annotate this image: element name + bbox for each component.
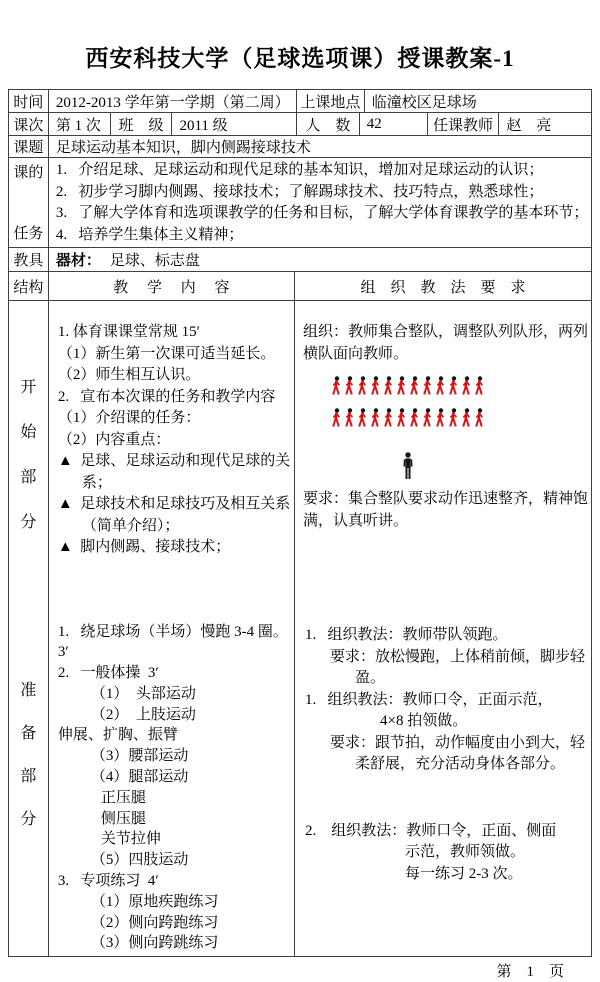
time-label: 时间: [9, 90, 49, 112]
content-header: 教 学 内 容: [49, 272, 295, 300]
method-line: 2. 组织教法：教师口令，正面、侧面: [305, 822, 557, 839]
student-figure-icon: [434, 408, 446, 428]
student-figure-icon: [460, 408, 472, 428]
tasks-label-top: 课的: [13, 165, 44, 181]
content-line: （2） 上肢运动: [90, 706, 196, 723]
info-row-time: [9, 90, 591, 113]
tasks-list: [49, 158, 591, 247]
formation-row-1: [330, 376, 586, 396]
content-line: （1）介绍课的任务：: [57, 410, 201, 426]
student-figure-icon: [369, 408, 381, 428]
stage-preparation-label: [9, 669, 48, 841]
page-title: 西安科技大学（足球选项课）授课教案-1: [85, 46, 515, 71]
requirement-text-line: 要求：集合整队要求动作迅速整齐，精神饱: [303, 491, 589, 507]
class-label: 班 级: [111, 113, 173, 135]
stage-label-column: [9, 301, 49, 956]
time-value: 2012-2013 学年第一学期（第二周）: [49, 90, 297, 112]
structure-header: 结构: [9, 272, 49, 300]
content-line: 侧压腿: [100, 810, 146, 827]
student-figure-icon: [330, 376, 342, 396]
method-line: 要求：放松慢跑，上体稍前倾，脚步轻: [330, 648, 586, 665]
task-item: 3. 了解大学体育和选项课教学的任务和目标，了解大学体育课教学的基本环节；: [55, 205, 589, 221]
student-figure-icon: [473, 376, 485, 396]
info-row-topic: [9, 136, 591, 158]
class-value: 2011 级: [172, 113, 297, 135]
teacher-label: 任课教师: [428, 113, 500, 135]
stage-opening-label: [9, 365, 48, 545]
teacher-position: [400, 452, 586, 480]
content-line: 1. 绕足球场（半场）慢跑 3-4 圈。: [57, 623, 288, 640]
content-line: 3′: [57, 644, 69, 661]
student-figure-icon: [369, 376, 381, 396]
equipment-row: [9, 248, 591, 272]
student-figure-icon: [330, 408, 342, 428]
content-line: ▲ 足球、足球运动和现代足球的关: [57, 453, 291, 469]
student-count-label: 人 数: [297, 113, 360, 135]
column-header-row: [9, 272, 591, 301]
location-value: 临潼校区足球场: [371, 94, 477, 111]
method-line: 要求：跟节拍，动作幅度由小到大，轻: [330, 734, 586, 751]
stage-label-char: 部: [20, 768, 37, 785]
content-line: ▲ 足球技术和足球技巧及相互关系: [57, 496, 291, 512]
tasks-label: [9, 158, 49, 247]
stage-label-char: 分: [20, 514, 37, 531]
stage-label-char: 准: [20, 682, 37, 699]
org-text-line: 横队面向教师。: [303, 345, 409, 362]
equipment-label: 教具: [9, 248, 49, 271]
student-figure-icon: [421, 376, 433, 396]
content-line: （1）原地疾跑练习: [90, 893, 219, 910]
requirement-text: [303, 489, 589, 532]
method-line: 柔舒展，充分活动身体各部分。: [355, 756, 566, 772]
lesson-number-value: 第 1 次: [49, 113, 111, 135]
opening-method-block: [303, 322, 589, 532]
content-line: ▲ 脚内侧踢、接球技术；: [57, 539, 231, 555]
content-line: 正压腿: [100, 789, 146, 806]
stage-label-char: 备: [20, 725, 37, 742]
content-line: （2）师生相互认识。: [57, 367, 201, 383]
content-line: （2）内容重点：: [57, 431, 171, 448]
page-footer: 第 1 页: [496, 964, 564, 980]
main-content-row: [9, 301, 591, 956]
tasks-row: [9, 158, 591, 248]
stage-label-char: 分: [20, 811, 37, 828]
teaching-content-column: [49, 301, 295, 956]
method-line: 1. 组织教法：教师带队领跑。: [305, 627, 508, 643]
tasks-label-bottom: 任务: [13, 226, 44, 242]
task-item: 4. 培养学生集体主义精神；: [55, 226, 244, 243]
teacher-name-value: 赵 亮: [506, 117, 552, 134]
preparation-content-block: [58, 622, 291, 955]
equipment-body: [49, 248, 591, 271]
student-figure-icon: [395, 376, 407, 396]
student-figure-icon: [460, 376, 472, 396]
student-figure-icon: [408, 376, 420, 396]
student-figure-icon: [395, 408, 407, 428]
student-figure-icon: [356, 376, 368, 396]
opening-content-block: [58, 322, 291, 559]
lesson-number-label: 课次: [9, 113, 49, 135]
info-row-class: [9, 113, 591, 136]
preparation-method-block: [303, 625, 586, 885]
task-item: 1. 介绍足球、足球运动和现代足球的基本知识，增加对足球运动的认识；: [55, 162, 544, 178]
method-column: [295, 301, 591, 956]
content-line: 系；: [81, 474, 112, 491]
task-item: 2. 初步学习脚内侧踢、接球技术；了解踢球技术、技巧特点，熟悉球性；: [55, 183, 544, 200]
content-line: 2. 宣布本次课的任务和教学内容: [57, 388, 276, 405]
student-figure-icon: [434, 376, 446, 396]
stage-label-char: 始: [20, 424, 37, 441]
content-line: 2. 一般体操 3′: [57, 665, 159, 682]
content-line: 3. 专项练习 4′: [57, 873, 159, 890]
stage-label-char: 部: [20, 469, 37, 486]
organization-text: [303, 322, 589, 365]
method-header: 组 织 教 法 要 求: [360, 279, 526, 296]
student-figure-icon: [408, 408, 420, 428]
content-line: （3）侧向跨跳练习: [90, 935, 219, 952]
content-line: 关节拉伸: [100, 831, 161, 848]
student-figure-icon: [421, 408, 433, 428]
location-label: 上课地点: [297, 90, 365, 112]
content-line: （2）侧向跨跑练习: [90, 914, 219, 931]
student-figure-icon: [447, 376, 459, 396]
content-line: （1） 头部运动: [90, 685, 196, 702]
student-figure-icon: [382, 408, 394, 428]
student-count-value: 42: [360, 113, 428, 135]
org-text-line: 组织：教师集合整队，调整队列队形，两列: [303, 324, 589, 340]
student-figure-icon: [343, 408, 355, 428]
equipment-value: 足球、标志盘: [109, 253, 200, 269]
student-figure-icon: [382, 376, 394, 396]
topic-value: 足球运动基本知识，脚内侧踢接球技术: [55, 140, 311, 156]
equipment-name: 器材：: [55, 253, 101, 269]
content-line: 伸展、扩胸、振臂: [57, 727, 178, 744]
method-line: 示范，教师领做。: [405, 844, 526, 860]
student-figure-icon: [447, 408, 459, 428]
content-line: （4）腿部运动: [90, 769, 189, 786]
teacher-figure-icon: [400, 452, 416, 480]
method-line: 4×8 拍领做。: [380, 713, 468, 729]
topic-label: 课题: [9, 136, 49, 157]
formation-row-2: [330, 408, 586, 428]
method-line: 1. 组织教法：教师口令，正面示范，: [305, 691, 553, 708]
method-line: 盈。: [355, 670, 386, 686]
content-line: （5）四肢运动: [90, 852, 189, 869]
student-figure-icon: [356, 408, 368, 428]
requirement-text-line: 满，认真听讲。: [303, 512, 409, 529]
student-figure-icon: [343, 376, 355, 396]
student-figure-icon: [473, 408, 485, 428]
stage-label-char: 开: [20, 379, 37, 396]
content-line: （1）新生第一次课可适当延长。: [57, 345, 276, 362]
content-line: （简单介绍）；: [81, 517, 180, 534]
content-line: 1. 体育课课堂常规 15′: [57, 324, 200, 340]
content-line: （3）腰部运动: [90, 748, 189, 765]
lesson-plan-table: [8, 89, 592, 957]
method-line: 每一练习 2-3 次。: [405, 865, 523, 882]
